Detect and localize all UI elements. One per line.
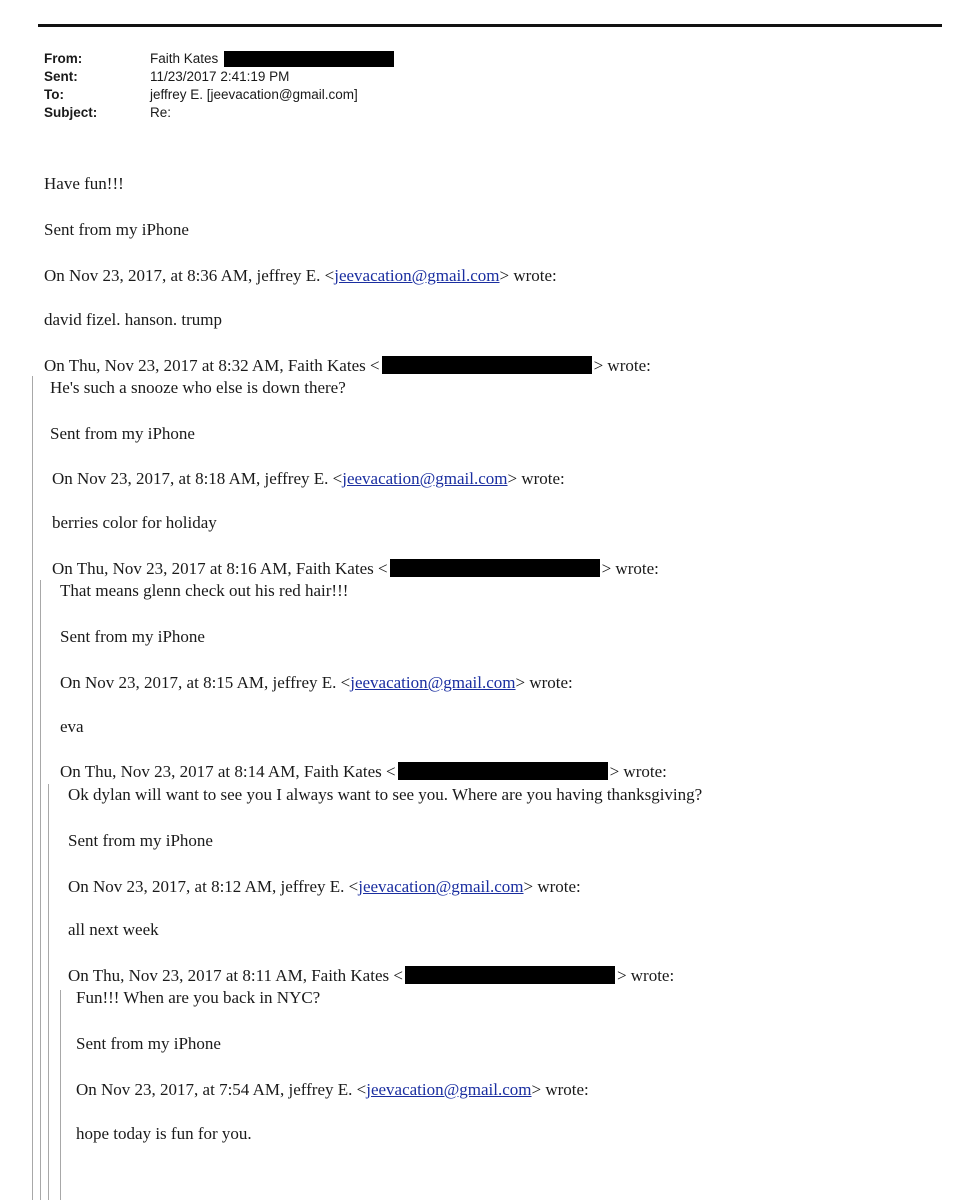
quote-bar: [40, 580, 41, 1200]
quote-bar: [32, 376, 33, 1200]
reply-header: On Nov 23, 2017, at 8:12 AM, jeffrey E. <jeevacation@gmail.com> wrote:: [68, 877, 581, 896]
redaction-block: [405, 966, 615, 984]
message-line: Have fun!!!: [44, 174, 124, 193]
message-line: Sent from my iPhone: [68, 831, 213, 850]
sent-value: 11/23/2017 2:41:19 PM: [150, 69, 290, 84]
from-label: From:: [44, 51, 83, 66]
email-link[interactable]: jeevacation@gmail.com: [358, 877, 524, 896]
message-line: Sent from my iPhone: [60, 627, 205, 646]
redaction-block: [390, 559, 600, 577]
redaction-block: [224, 51, 394, 67]
email-header: [44, 50, 394, 122]
reply-header: On Nov 23, 2017, at 8:15 AM, jeffrey E. <jeevacation@gmail.com> wrote:: [60, 673, 573, 692]
reply-header: On Nov 23, 2017, at 7:54 AM, jeffrey E. <jeevacation@gmail.com> wrote:: [76, 1080, 589, 1099]
top-rule: [38, 24, 942, 27]
quote-bar: [60, 990, 61, 1200]
quote-bar: [48, 784, 49, 1200]
reply-header: On Nov 23, 2017, at 8:36 AM, jeffrey E. <jeevacation@gmail.com> wrote:: [44, 266, 557, 285]
email-link[interactable]: jeevacation@gmail.com: [366, 1080, 532, 1099]
email-link[interactable]: jeevacation@gmail.com: [350, 673, 516, 692]
subject-label: Subject:: [44, 105, 98, 120]
message-line: eva: [60, 717, 84, 736]
message-line: That means glenn check out his red hair!!!: [60, 581, 349, 600]
message-line: all next week: [68, 920, 159, 939]
email-link[interactable]: jeevacation@gmail.com: [334, 266, 500, 285]
message-line: Fun!!! When are you back in NYC?: [76, 988, 321, 1007]
to-value: jeffrey E. [jeevacation@gmail.com]: [150, 87, 358, 102]
reply-header: On Thu, Nov 23, 2017 at 8:16 AM, Faith Kates < > wrote:: [52, 559, 659, 578]
message-line: He's such a snooze who else is down there?: [50, 378, 346, 397]
message-line: hope today is fun for you.: [76, 1124, 252, 1143]
message-line: Sent from my iPhone: [44, 220, 189, 239]
message-line: david fizel. hanson. trump: [44, 310, 222, 329]
reply-header: On Thu, Nov 23, 2017 at 8:14 AM, Faith Kates < > wrote:: [60, 762, 667, 781]
reply-header: On Thu, Nov 23, 2017 at 8:32 AM, Faith Kates < > wrote:: [44, 356, 651, 375]
redaction-block: [398, 762, 608, 780]
subject-value: Re:: [150, 105, 172, 120]
sent-label: Sent:: [44, 69, 78, 84]
from-name: Faith Kates: [150, 51, 219, 66]
message-line: Sent from my iPhone: [50, 424, 195, 443]
reply-header: On Thu, Nov 23, 2017 at 8:11 AM, Faith Kates < > wrote:: [68, 966, 675, 985]
redaction-block: [382, 356, 592, 374]
message-line: berries color for holiday: [52, 513, 217, 532]
email-link[interactable]: jeevacation@gmail.com: [342, 469, 508, 488]
message-line: Ok dylan will want to see you I always want to see you. Where are you having thanksgiving?: [68, 785, 703, 804]
reply-header: On Nov 23, 2017, at 8:18 AM, jeffrey E. <jeevacation@gmail.com> wrote:: [52, 469, 565, 488]
message-line: Sent from my iPhone: [76, 1034, 221, 1053]
to-label: To:: [44, 87, 64, 102]
